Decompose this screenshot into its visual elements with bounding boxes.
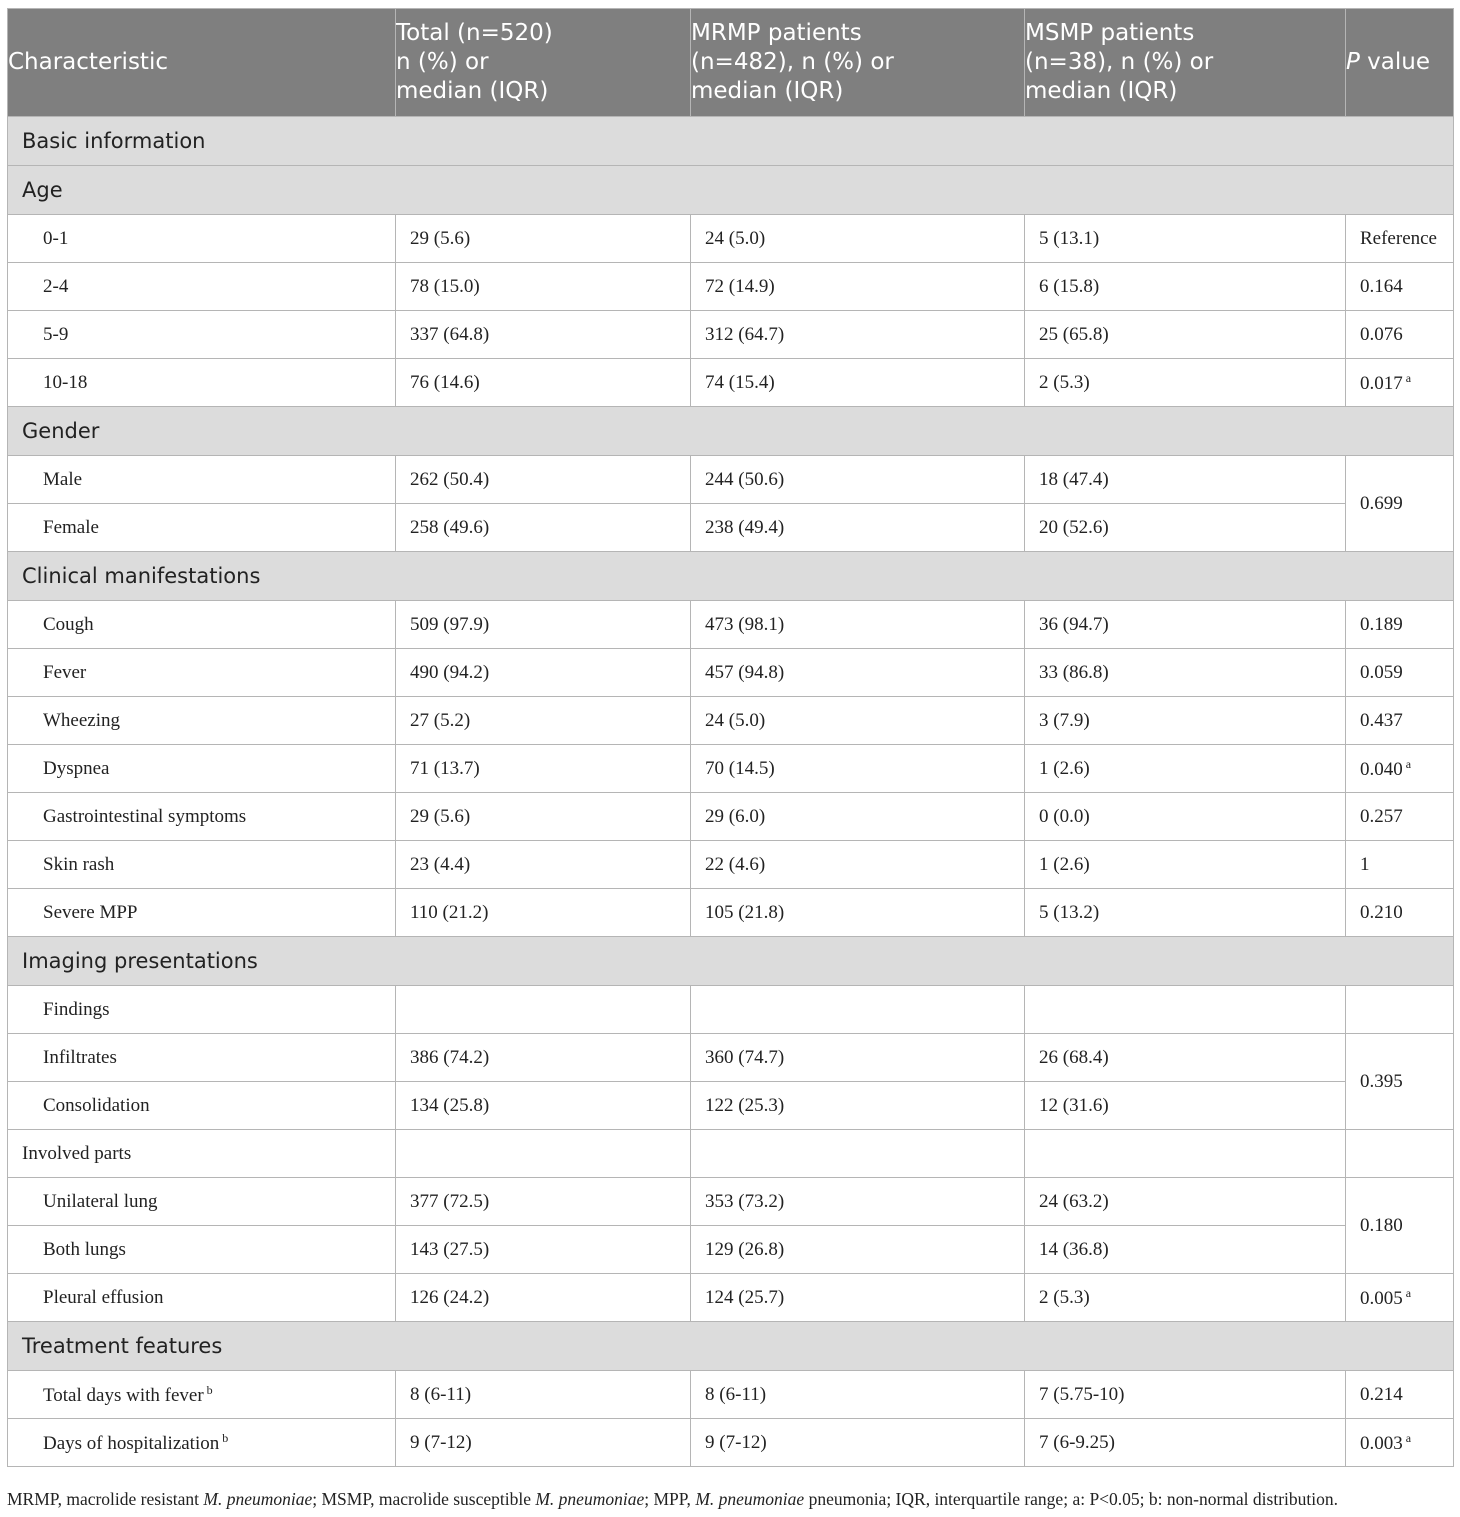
- section-clinical: Clinical manifestations: [8, 552, 1454, 601]
- row-label: 5-9: [8, 311, 396, 359]
- cell-total: 337 (64.8): [396, 311, 691, 359]
- section-row: [8, 166, 1454, 215]
- section-age: Age: [8, 166, 1454, 215]
- cell-mrmp: 72 (14.9): [691, 263, 1025, 311]
- row-label: Days of hospitalization $^b$: [8, 1419, 396, 1467]
- row-label: Male: [8, 456, 396, 504]
- table-row: [8, 601, 1454, 649]
- row-label: Wheezing: [8, 697, 396, 745]
- cell-msmp: 6 (15.8): [1025, 263, 1346, 311]
- cell-mrmp: 353 (73.2): [691, 1178, 1025, 1226]
- table-row: [8, 215, 1454, 263]
- footnote-marker: b: [222, 1430, 229, 1445]
- table-row: [8, 359, 1454, 407]
- cell-msmp: 1 (2.6): [1025, 745, 1346, 793]
- cell-p: 0.005 $^a$: [1346, 1274, 1454, 1322]
- table-row: [8, 1226, 1454, 1274]
- cell-mrmp: 473 (98.1): [691, 601, 1025, 649]
- table-row: [8, 889, 1454, 937]
- table-row: [8, 841, 1454, 889]
- table-row: [8, 1178, 1454, 1226]
- cell-p: 0.017 $^a$: [1346, 359, 1454, 407]
- row-label: Severe MPP: [8, 889, 396, 937]
- cell-msmp: [1025, 1130, 1346, 1178]
- table-row: [8, 1034, 1454, 1082]
- cell-total: [396, 1130, 691, 1178]
- cell-mrmp: 360 (74.7): [691, 1034, 1025, 1082]
- row-label: Unilateral lung: [8, 1178, 396, 1226]
- cell-msmp: [1025, 986, 1346, 1034]
- cell-p: 1: [1346, 841, 1454, 889]
- cell-msmp: 18 (47.4): [1025, 456, 1346, 504]
- section-basic: Basic information: [8, 117, 1454, 166]
- cell-mrmp: 22 (4.6): [691, 841, 1025, 889]
- section-row: [8, 407, 1454, 456]
- section-gender: Gender: [8, 407, 1454, 456]
- table-row: [8, 697, 1454, 745]
- table-row: [8, 793, 1454, 841]
- cell-msmp: 24 (63.2): [1025, 1178, 1346, 1226]
- row-label: Findings: [8, 986, 396, 1034]
- row-label: Consolidation: [8, 1082, 396, 1130]
- cell-msmp: 36 (94.7): [1025, 601, 1346, 649]
- header-mrmp: MRMP patients (n=482), n (%) or median (IQR): [691, 9, 1025, 117]
- cell-total: 27 (5.2): [396, 697, 691, 745]
- cell-total: 386 (74.2): [396, 1034, 691, 1082]
- significance-marker: a: [1405, 370, 1412, 385]
- cell-mrmp: 8 (6-11): [691, 1371, 1025, 1419]
- cell-mrmp: 124 (25.7): [691, 1274, 1025, 1322]
- cell-total: 143 (27.5): [396, 1226, 691, 1274]
- cell-p: 0.040 $^a$: [1346, 745, 1454, 793]
- header-msmp: MSMP patients (n=38), n (%) or median (IQR): [1025, 9, 1346, 117]
- cell-total: 110 (21.2): [396, 889, 691, 937]
- cell-p: 0.214: [1346, 1371, 1454, 1419]
- section-treatment: Treatment features: [8, 1322, 1454, 1371]
- section-row: [8, 1322, 1454, 1371]
- cell-mrmp: 312 (64.7): [691, 311, 1025, 359]
- cell-msmp: 26 (68.4): [1025, 1034, 1346, 1082]
- cell-msmp: 2 (5.3): [1025, 1274, 1346, 1322]
- cell-p: 0.003 $^a$: [1346, 1419, 1454, 1467]
- cell-p: 0.076: [1346, 311, 1454, 359]
- cell-total: 78 (15.0): [396, 263, 691, 311]
- characteristics-table: [7, 8, 1454, 1467]
- cell-msmp: 5 (13.1): [1025, 215, 1346, 263]
- cell-msmp: 20 (52.6): [1025, 504, 1346, 552]
- cell-p: 0.164: [1346, 263, 1454, 311]
- table-row: [8, 745, 1454, 793]
- row-label: Involved parts: [8, 1130, 396, 1178]
- cell-total: 509 (97.9): [396, 601, 691, 649]
- cell-p: [1346, 986, 1454, 1034]
- cell-total: 490 (94.2): [396, 649, 691, 697]
- cell-mrmp: 24 (5.0): [691, 697, 1025, 745]
- row-label: Total days with fever $^b$: [8, 1371, 396, 1419]
- cell-p: Reference: [1346, 215, 1454, 263]
- row-label: 0-1: [8, 215, 396, 263]
- table-row: [8, 504, 1454, 552]
- row-label: Pleural effusion: [8, 1274, 396, 1322]
- cell-total: 23 (4.4): [396, 841, 691, 889]
- section-row: [8, 117, 1454, 166]
- section-row: [8, 552, 1454, 601]
- table-row: [8, 311, 1454, 359]
- cell-mrmp: 122 (25.3): [691, 1082, 1025, 1130]
- cell-msmp: 14 (36.8): [1025, 1226, 1346, 1274]
- cell-msmp: 7 (6-9.25): [1025, 1419, 1346, 1467]
- significance-marker: a: [1405, 756, 1412, 771]
- cell-total: 262 (50.4): [396, 456, 691, 504]
- cell-msmp: 0 (0.0): [1025, 793, 1346, 841]
- cell-msmp: 7 (5.75-10): [1025, 1371, 1346, 1419]
- cell-total: 71 (13.7): [396, 745, 691, 793]
- row-label: Gastrointestinal symptoms: [8, 793, 396, 841]
- section-row: [8, 937, 1454, 986]
- cell-mrmp: 129 (26.8): [691, 1226, 1025, 1274]
- cell-total: 258 (49.6): [396, 504, 691, 552]
- cell-total: 377 (72.5): [396, 1178, 691, 1226]
- row-label: Dyspnea: [8, 745, 396, 793]
- cell-p: 0.180: [1346, 1178, 1454, 1274]
- table-row: [8, 1082, 1454, 1130]
- table-row: [8, 1371, 1454, 1419]
- table-row: [8, 1274, 1454, 1322]
- cell-p: 0.059: [1346, 649, 1454, 697]
- cell-total: 76 (14.6): [396, 359, 691, 407]
- cell-mrmp: 244 (50.6): [691, 456, 1025, 504]
- cell-p: [1346, 1130, 1454, 1178]
- cell-mrmp: [691, 986, 1025, 1034]
- footnote-marker: b: [206, 1382, 213, 1397]
- table-footnote: MRMP, macrolide resistant M. pneumoniae; MSMP, macrolide susceptible M. pneumoniae; MPP, M. pneumoniae pneumonia; IQR, interquartile range; a: P<0.05; b: non-normal distribution.: [7, 1489, 1338, 1509]
- cell-mrmp: 74 (15.4): [691, 359, 1025, 407]
- cell-total: 9 (7-12): [396, 1419, 691, 1467]
- cell-mrmp: 29 (6.0): [691, 793, 1025, 841]
- cell-mrmp: 70 (14.5): [691, 745, 1025, 793]
- row-label: Both lungs: [8, 1226, 396, 1274]
- cell-msmp: 25 (65.8): [1025, 311, 1346, 359]
- cell-p: 0.210: [1346, 889, 1454, 937]
- cell-mrmp: 238 (49.4): [691, 504, 1025, 552]
- header-total: Total (n=520) n (%) or median (IQR): [396, 9, 691, 117]
- table-row: [8, 986, 1454, 1034]
- section-imaging: Imaging presentations: [8, 937, 1454, 986]
- cell-msmp: 33 (86.8): [1025, 649, 1346, 697]
- cell-msmp: 1 (2.6): [1025, 841, 1346, 889]
- row-label: Cough: [8, 601, 396, 649]
- cell-mrmp: 105 (21.8): [691, 889, 1025, 937]
- cell-msmp: 12 (31.6): [1025, 1082, 1346, 1130]
- cell-msmp: 3 (7.9): [1025, 697, 1346, 745]
- significance-marker: a: [1405, 1285, 1412, 1300]
- cell-total: 126 (24.2): [396, 1274, 691, 1322]
- row-label: 2-4: [8, 263, 396, 311]
- cell-p: 0.395: [1346, 1034, 1454, 1130]
- row-label: Female: [8, 504, 396, 552]
- cell-mrmp: 9 (7-12): [691, 1419, 1025, 1467]
- row-label: Fever: [8, 649, 396, 697]
- cell-total: 134 (25.8): [396, 1082, 691, 1130]
- cell-total: 8 (6-11): [396, 1371, 691, 1419]
- cell-total: 29 (5.6): [396, 215, 691, 263]
- table-header-row: [8, 9, 1454, 117]
- cell-p: 0.699: [1346, 456, 1454, 552]
- table-row: [8, 263, 1454, 311]
- cell-total: [396, 986, 691, 1034]
- significance-marker: a: [1405, 1430, 1412, 1445]
- table-row: [8, 1130, 1454, 1178]
- header-p-value: P value: [1346, 9, 1454, 117]
- cell-total: 29 (5.6): [396, 793, 691, 841]
- table-row: [8, 649, 1454, 697]
- row-label: Infiltrates: [8, 1034, 396, 1082]
- table-row: [8, 456, 1454, 504]
- row-label: 10-18: [8, 359, 396, 407]
- cell-mrmp: [691, 1130, 1025, 1178]
- header-characteristic: Characteristic: [8, 9, 396, 117]
- cell-p: 0.437: [1346, 697, 1454, 745]
- cell-mrmp: 24 (5.0): [691, 215, 1025, 263]
- cell-msmp: 5 (13.2): [1025, 889, 1346, 937]
- table-row: [8, 1419, 1454, 1467]
- cell-p: 0.257: [1346, 793, 1454, 841]
- cell-msmp: 2 (5.3): [1025, 359, 1346, 407]
- cell-p: 0.189: [1346, 601, 1454, 649]
- cell-mrmp: 457 (94.8): [691, 649, 1025, 697]
- row-label: Skin rash: [8, 841, 396, 889]
